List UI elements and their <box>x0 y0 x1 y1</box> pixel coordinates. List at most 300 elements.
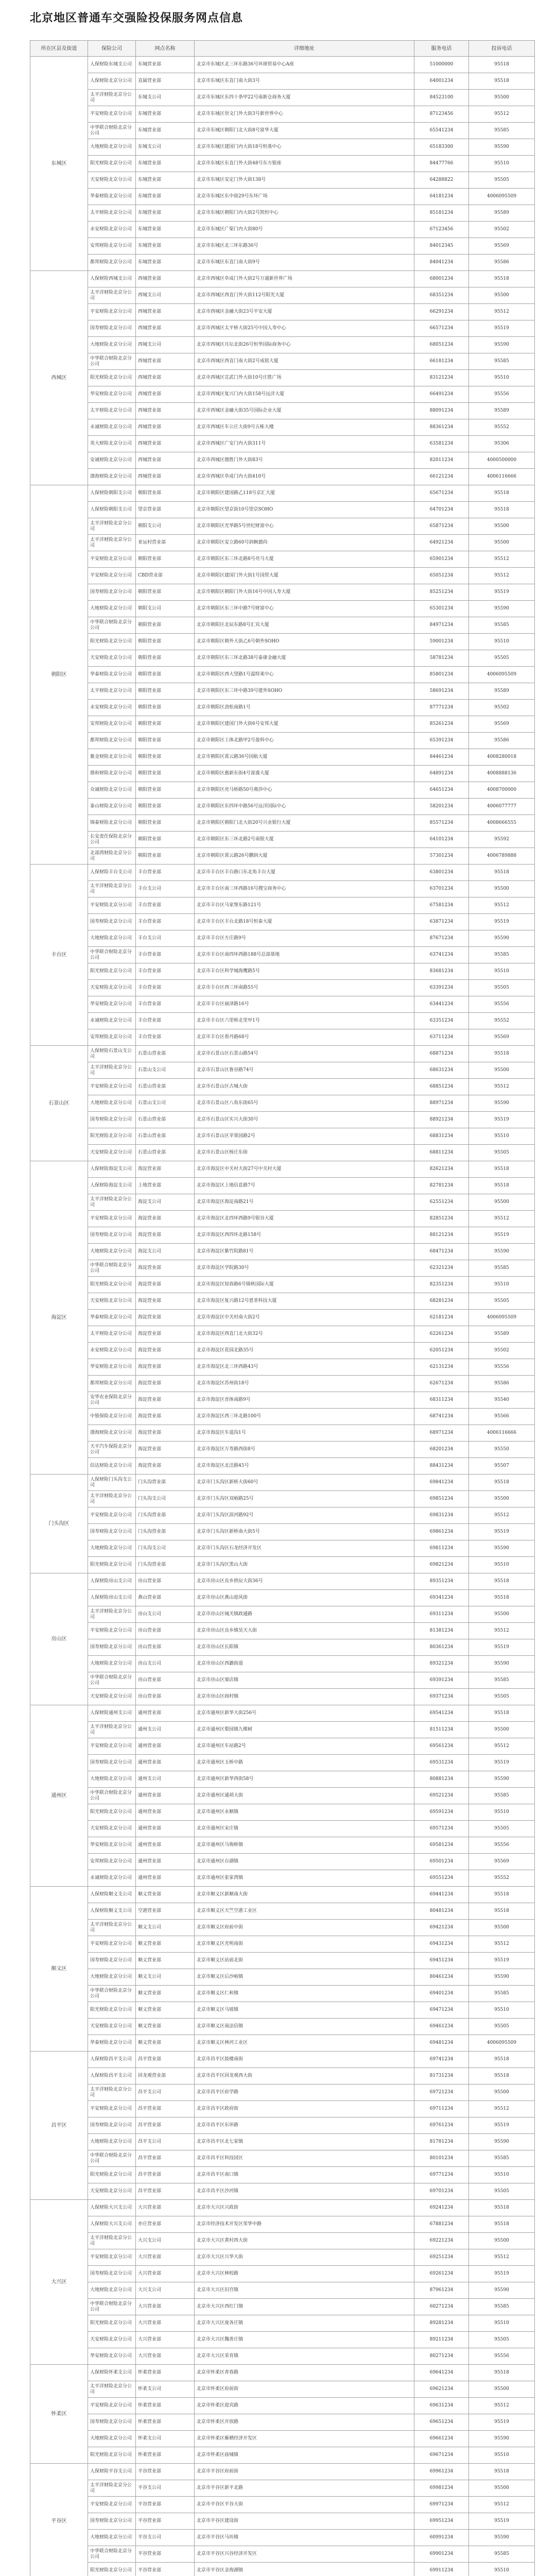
address-cell: 北京市昌平区沙河镇 <box>195 2183 414 2200</box>
address-cell: 北京市西城区西直门南大街2号成铭大厦 <box>195 353 414 370</box>
complaint-phone-cell: 95500 <box>469 535 535 551</box>
outlet-cell: 顺义支公司 <box>136 1920 195 1936</box>
district-cell: 门头沟区 <box>30 1475 88 1573</box>
complaint-phone-cell: 95518 <box>469 2200 535 2216</box>
complaint-phone-cell: 95510 <box>469 1557 535 1573</box>
complaint-phone-cell: 95510 <box>469 1804 535 1821</box>
table-row <box>30 1112 535 1128</box>
table-row <box>30 1310 535 1326</box>
company-cell: 平安财险北京分公司 <box>88 2249 136 2266</box>
phone-cell: 57301234 <box>414 848 469 865</box>
table-row <box>30 601 535 617</box>
address-cell: 北京市海淀区中关村南大街2号 <box>195 1310 414 1326</box>
outlet-cell: 西城营业部 <box>136 320 195 337</box>
phone-cell: 69631234 <box>414 2398 469 2414</box>
table-row <box>30 1359 535 1376</box>
table-row <box>30 370 535 386</box>
outlet-cell: 朝阳营业部 <box>136 799 195 815</box>
outlet-cell: 通州营业部 <box>136 1821 195 1837</box>
complaint-phone-cell: 95512 <box>469 551 535 568</box>
company-cell: 阳光财险北京分公司 <box>88 2167 136 2183</box>
outlet-cell: 丰台营业部 <box>136 996 195 1013</box>
table-row <box>30 1920 535 1936</box>
table-row <box>30 2381 535 2398</box>
address-cell: 北京市石景山区实兴大街30号 <box>195 1112 414 1128</box>
complaint-phone-cell: 95505 <box>469 2019 535 2035</box>
company-cell: 国寿财险北京分公司 <box>88 2266 136 2282</box>
table-row <box>30 2497 535 2513</box>
outlet-cell: 大兴营业部 <box>136 2315 195 2332</box>
phone-cell: 69911234 <box>414 2563 469 2576</box>
phone-cell: 64921234 <box>414 535 469 551</box>
column-header: 服务电话 <box>414 41 469 57</box>
complaint-phone-cell: 95512 <box>469 897 535 914</box>
complaint-phone-cell: 95518 <box>469 1573 535 1590</box>
table-row <box>30 469 535 485</box>
complaint-phone-cell: 95518 <box>469 2068 535 2084</box>
table-row <box>30 271 535 287</box>
company-cell: 渤海财险北京分公司 <box>88 1425 136 1442</box>
outlet-cell: 空港营业部 <box>136 1903 195 1920</box>
phone-cell: 68201234 <box>414 1442 469 1458</box>
table-row <box>30 2414 535 2431</box>
complaint-phone-cell: 95505 <box>469 2183 535 2200</box>
table-row <box>30 1887 535 1903</box>
outlet-cell: 朝阳营业部 <box>136 584 195 601</box>
phone-cell: 63701234 <box>414 881 469 897</box>
complaint-phone-cell: 95585 <box>469 123 535 139</box>
table-row <box>30 2084 535 2101</box>
phone-cell: 64288822 <box>414 172 469 189</box>
complaint-phone-cell: 95566 <box>469 1409 535 1425</box>
column-header: 保险公司 <box>88 41 136 57</box>
outlet-cell: 西城营业部 <box>136 469 195 485</box>
outlet-cell: 海淀营业部 <box>136 1227 195 1244</box>
address-cell: 北京市朝阳区北辰东路8号汇宾大厦 <box>195 617 414 634</box>
complaint-phone-cell: 95500 <box>469 881 535 897</box>
outlet-cell: 大兴营业部 <box>136 2266 195 2282</box>
address-cell: 北京市东城区广渠门内大街80号 <box>195 222 414 238</box>
complaint-phone-cell: 95500 <box>469 90 535 106</box>
company-cell: 平安财险北京分公司 <box>88 106 136 123</box>
company-cell: 天安财险北京分公司 <box>88 1293 136 1310</box>
district-cell: 石景山区 <box>30 1046 88 1161</box>
address-cell: 北京市朝阳区建国门外大街1号国贸大厦 <box>195 568 414 584</box>
phone-cell: 84041234 <box>414 255 469 271</box>
table-row <box>30 1755 535 1771</box>
company-cell: 太平洋财险北京分公司 <box>88 2381 136 2398</box>
table-row <box>30 914 535 930</box>
phone-cell: 69641234 <box>414 2365 469 2381</box>
outlet-cell: 东城营业部 <box>136 255 195 271</box>
complaint-phone-cell: 95510 <box>469 2002 535 2019</box>
outlet-cell: 西城支公司 <box>136 337 195 353</box>
address-cell: 北京市丰台区丽泽路16号 <box>195 996 414 1013</box>
outlet-cell: 回龙观营业部 <box>136 2068 195 2084</box>
outlet-cell: 通州营业部 <box>136 1755 195 1771</box>
table-row <box>30 1458 535 1475</box>
complaint-phone-cell: 95519 <box>469 1227 535 1244</box>
company-cell: 大地财险北京分公司 <box>88 1771 136 1788</box>
table-row <box>30 1260 535 1277</box>
address-cell: 北京市丰台区六里桥北里甲1号 <box>195 1013 414 1029</box>
address-cell: 北京市通州区梨园镇九棵树 <box>195 1722 414 1738</box>
phone-cell: 64891234 <box>414 766 469 782</box>
district-cell: 平谷区 <box>30 2464 88 2576</box>
company-cell: 平安财险北京分公司 <box>88 551 136 568</box>
outlet-cell: 海淀营业部 <box>136 1458 195 1475</box>
outlet-cell: 石景山支公司 <box>136 1095 195 1112</box>
district-cell: 顺义区 <box>30 1887 88 2052</box>
table-row <box>30 1986 535 2002</box>
company-cell: 天安财险北京分公司 <box>88 1689 136 1705</box>
phone-cell: 68851234 <box>414 1079 469 1095</box>
table-row <box>30 2134 535 2150</box>
table-row <box>30 2019 535 2035</box>
table-row <box>30 551 535 568</box>
complaint-phone-cell: 95518 <box>469 2216 535 2233</box>
address-cell: 北京市海淀区西三环北路100号 <box>195 1409 414 1425</box>
address-cell: 北京市西城区西直门外大街112号阳光大厦 <box>195 287 414 304</box>
phone-cell: 68811234 <box>414 1145 469 1161</box>
address-cell: 北京市顺义区林河工业区 <box>195 2035 414 2052</box>
table-row <box>30 568 535 584</box>
address-cell: 北京市西城区广安门内大街311号 <box>195 436 414 452</box>
company-cell: 华安财险北京分公司 <box>88 2348 136 2365</box>
outlet-cell: 丰台营业部 <box>136 963 195 980</box>
company-cell: 华安财险北京分公司 <box>88 386 136 403</box>
phone-cell: 80361234 <box>414 1639 469 1656</box>
complaint-phone-cell: 95518 <box>469 1705 535 1722</box>
complaint-phone-cell: 95505 <box>469 172 535 189</box>
table-row <box>30 1194 535 1211</box>
table-row <box>30 1722 535 1738</box>
complaint-phone-cell: 95569 <box>469 716 535 733</box>
company-cell: 人保财险怀柔支公司 <box>88 2365 136 2381</box>
company-cell: 太平洋财险北京分公司 <box>88 287 136 304</box>
table-row <box>30 617 535 634</box>
table-row <box>30 1326 535 1343</box>
company-cell: 天安财险北京分公司 <box>88 1821 136 1837</box>
outlet-cell: 西城营业部 <box>136 304 195 320</box>
phone-cell: 67881234 <box>414 2216 469 2233</box>
phone-cell: 69701234 <box>414 2183 469 2200</box>
company-cell: 永安财险北京分公司 <box>88 222 136 238</box>
outlet-cell: 燕山营业部 <box>136 1590 195 1606</box>
phone-cell: 84012345 <box>414 238 469 255</box>
complaint-phone-cell: 95590 <box>469 2431 535 2447</box>
outlet-cell: 石景山营业部 <box>136 1145 195 1161</box>
complaint-phone-cell: 95505 <box>469 1821 535 1837</box>
company-cell: 永安财险北京分公司 <box>88 700 136 716</box>
company-cell: 平安财险北京分公司 <box>88 568 136 584</box>
complaint-phone-cell: 95518 <box>469 2464 535 2480</box>
phone-cell: 58201234 <box>414 799 469 815</box>
table-row <box>30 436 535 452</box>
table-row <box>30 1705 535 1722</box>
address-cell: 北京市海淀区万寿路西街8号 <box>195 1442 414 1458</box>
company-cell: 国寿财险北京分公司 <box>88 2513 136 2530</box>
table-row <box>30 2068 535 2084</box>
phone-cell: 64651234 <box>414 782 469 799</box>
address-cell: 北京市大兴区魏善庄镇 <box>195 2332 414 2348</box>
company-cell: 大地财险北京分公司 <box>88 337 136 353</box>
phone-cell: 69531234 <box>414 1755 469 1771</box>
outlet-cell: 通州营业部 <box>136 1854 195 1870</box>
complaint-phone-cell: 95590 <box>469 337 535 353</box>
company-cell: 平安财险北京分公司 <box>88 897 136 914</box>
complaint-phone-cell: 95590 <box>469 1771 535 1788</box>
table-row <box>30 634 535 650</box>
company-cell: 中华联合财险北京分公司 <box>88 2150 136 2167</box>
complaint-phone-cell: 95556 <box>469 2348 535 2365</box>
district-cell: 大兴区 <box>30 2200 88 2365</box>
address-cell: 北京市西城区金融大街35号国际企业大厦 <box>195 403 414 419</box>
complaint-phone-cell: 95519 <box>469 1953 535 1969</box>
table-row <box>30 57 535 73</box>
table-row <box>30 683 535 700</box>
table-row <box>30 205 535 222</box>
phone-cell: 69711234 <box>414 2101 469 2117</box>
complaint-phone-cell: 95510 <box>469 963 535 980</box>
company-cell: 人保财险房山支公司 <box>88 1590 136 1606</box>
complaint-phone-cell: 95556 <box>469 996 535 1013</box>
phone-cell: 87771234 <box>414 700 469 716</box>
complaint-phone-cell: 95512 <box>469 2101 535 2117</box>
table-row <box>30 1903 535 1920</box>
outlet-cell: 平谷营业部 <box>136 2563 195 2576</box>
phone-cell: 69421234 <box>414 1920 469 1936</box>
complaint-phone-cell: 95590 <box>469 1244 535 1260</box>
outlet-cell: 通州营业部 <box>136 1738 195 1755</box>
address-cell: 北京市石景山区鲁谷路74号 <box>195 1062 414 1079</box>
table-row <box>30 980 535 996</box>
company-cell: 大地财险北京分公司 <box>88 1969 136 1986</box>
table-header <box>30 41 535 57</box>
outlet-cell: 顺义支公司 <box>136 1969 195 1986</box>
outlet-cell: 朝阳营业部 <box>136 832 195 848</box>
complaint-phone-cell: 95518 <box>469 1475 535 1491</box>
complaint-phone-cell: 95500 <box>469 2233 535 2249</box>
phone-cell: 88431234 <box>414 1458 469 1475</box>
company-cell: 国寿财险北京分公司 <box>88 914 136 930</box>
complaint-phone-cell: 95585 <box>469 2299 535 2315</box>
district-cell: 东城区 <box>30 57 88 271</box>
table-row <box>30 1128 535 1145</box>
phone-cell: 62131234 <box>414 1359 469 1376</box>
company-cell: 永诚财险北京分公司 <box>88 1013 136 1029</box>
phone-cell: 69981234 <box>414 2480 469 2497</box>
company-cell: 人保财险大兴支公司 <box>88 2200 136 2216</box>
address-cell: 北京市平谷区金海湖镇 <box>195 2563 414 2576</box>
complaint-phone-cell: 95518 <box>469 1046 535 1062</box>
address-cell: 北京市昌平区东环路 <box>195 2117 414 2134</box>
complaint-phone-cell: 95500 <box>469 2084 535 2101</box>
address-cell: 北京市顺义区仁和镇 <box>195 1986 414 2002</box>
phone-cell: 88921234 <box>414 1112 469 1128</box>
complaint-phone-cell: 4000500000 <box>469 452 535 469</box>
phone-cell: 69431234 <box>414 1936 469 1953</box>
complaint-phone-cell: 95500 <box>469 1722 535 1738</box>
company-cell: 人保财险顺义支公司 <box>88 1903 136 1920</box>
company-cell: 阳光财险北京分公司 <box>88 2002 136 2019</box>
company-cell: 太平财险北京分公司 <box>88 403 136 419</box>
complaint-phone-cell: 95505 <box>469 1145 535 1161</box>
address-cell: 北京市朝阳区东三环北路2号南银大厦 <box>195 832 414 848</box>
outlet-cell: 亚运村营业部 <box>136 535 195 551</box>
company-cell: 永安财险北京分公司 <box>88 1343 136 1359</box>
complaint-phone-cell: 4008666555 <box>469 815 535 832</box>
address-cell: 北京市通州区新华西街58号 <box>195 1771 414 1788</box>
complaint-phone-cell: 95519 <box>469 1639 535 1656</box>
company-cell: 大地财险北京分公司 <box>88 930 136 947</box>
complaint-phone-cell: 95585 <box>469 1260 535 1277</box>
phone-cell: 62321234 <box>414 1260 469 1277</box>
phone-cell: 88121234 <box>414 1227 469 1244</box>
address-cell: 北京市西城区德胜门外大街83号 <box>195 452 414 469</box>
outlet-cell: 东城支公司 <box>136 139 195 156</box>
outlet-cell: 顺义营业部 <box>136 1953 195 1969</box>
company-cell: 都邦财险北京分公司 <box>88 255 136 271</box>
outlet-cell: 海淀支公司 <box>136 1244 195 1260</box>
complaint-phone-cell: 95589 <box>469 403 535 419</box>
table-row <box>30 2546 535 2563</box>
company-cell: 中银保险北京分公司 <box>88 1409 136 1425</box>
company-cell: 都邦财险北京分公司 <box>88 733 136 749</box>
company-cell: 华安财险北京分公司 <box>88 1837 136 1854</box>
outlet-cell: 顺义营业部 <box>136 1887 195 1903</box>
table-row <box>30 1013 535 1029</box>
address-cell: 北京市西城区月坛北街26号恒华国际商务中心 <box>195 337 414 353</box>
address-cell: 北京市海淀区花园北路35号 <box>195 1343 414 1359</box>
company-cell: 阳光财险北京分公司 <box>88 634 136 650</box>
company-cell: 国寿财险北京分公司 <box>88 584 136 601</box>
company-cell: 国寿财险北京分公司 <box>88 1112 136 1128</box>
complaint-phone-cell: 95500 <box>469 1606 535 1623</box>
phone-cell: 65871234 <box>414 518 469 535</box>
outlet-cell: 昌平支公司 <box>136 2084 195 2101</box>
table-row <box>30 1079 535 1095</box>
table-row <box>30 1573 535 1590</box>
address-cell: 北京市大兴区庞各庄镇 <box>195 2315 414 2332</box>
phone-cell: 87123456 <box>414 106 469 123</box>
phone-cell: 69621234 <box>414 2381 469 2398</box>
phone-cell: 69771234 <box>414 2167 469 2183</box>
outlet-cell: 西城支公司 <box>136 287 195 304</box>
phone-cell: 59001234 <box>414 634 469 650</box>
company-cell: 大地财险北京分公司 <box>88 2282 136 2299</box>
address-cell: 北京市通州区永顺镇 <box>195 1804 414 1821</box>
table-row <box>30 2233 535 2249</box>
complaint-phone-cell: 95512 <box>469 2249 535 2266</box>
table-row <box>30 1524 535 1540</box>
complaint-phone-cell: 95590 <box>469 1656 535 1672</box>
company-cell: 天安财险北京分公司 <box>88 2332 136 2348</box>
phone-cell: 88361234 <box>414 419 469 436</box>
company-cell: 泰山财险北京分公司 <box>88 799 136 815</box>
company-cell: 平安财险北京分公司 <box>88 1211 136 1227</box>
company-cell: 人保财险昌平支公司 <box>88 2052 136 2068</box>
service-points-table <box>30 40 535 2576</box>
address-cell: 北京市经济技术开发区荣华中路 <box>195 2216 414 2233</box>
outlet-cell: 房山营业部 <box>136 1672 195 1689</box>
outlet-cell: 西城营业部 <box>136 403 195 419</box>
table-row <box>30 1837 535 1854</box>
address-cell: 北京市顺义区南法信镇 <box>195 2019 414 2035</box>
phone-cell: 88971234 <box>414 1095 469 1112</box>
company-cell: 太平洋财险北京分公司 <box>88 1722 136 1738</box>
address-cell: 北京市东城区北三环东路36号 <box>195 238 414 255</box>
address-cell: 北京市顺义区天竺空港工业区 <box>195 1903 414 1920</box>
phone-cell: 69811234 <box>414 1540 469 1557</box>
company-cell: 太平洋财险北京分公司 <box>88 2233 136 2249</box>
outlet-cell: 平谷营业部 <box>136 2546 195 2563</box>
address-cell: 北京市西城区阜成门内大街410号 <box>195 469 414 485</box>
address-cell: 北京市东城区东直门外大街48号东方银座 <box>195 156 414 172</box>
address-cell: 北京市昌平区府学路 <box>195 2084 414 2101</box>
complaint-phone-cell: 95585 <box>469 353 535 370</box>
phone-cell: 68351234 <box>414 287 469 304</box>
phone-cell: 80881234 <box>414 1771 469 1788</box>
address-cell: 北京市门头沟区黑山大街 <box>195 1557 414 1573</box>
outlet-cell: 昌平营业部 <box>136 2117 195 2134</box>
phone-cell: 69521234 <box>414 1788 469 1804</box>
outlet-cell: 石景山营业部 <box>136 1046 195 1062</box>
table-row <box>30 403 535 419</box>
phone-cell: 63351234 <box>414 1013 469 1029</box>
company-cell: 太平洋财险北京分公司 <box>88 1194 136 1211</box>
phone-cell: 82851234 <box>414 1211 469 1227</box>
company-cell: 国寿财险北京分公司 <box>88 1227 136 1244</box>
complaint-phone-cell: 95505 <box>469 1689 535 1705</box>
address-cell: 北京市朝阳区朝外大街乙6号朝外SOHO <box>195 634 414 650</box>
phone-cell: 63581234 <box>414 436 469 452</box>
table-row <box>30 1771 535 1788</box>
complaint-phone-cell: 95500 <box>469 518 535 535</box>
outlet-cell: 顺义营业部 <box>136 1986 195 2002</box>
outlet-cell: 西城营业部 <box>136 419 195 436</box>
table-row <box>30 2167 535 2183</box>
complaint-phone-cell: 95502 <box>469 222 535 238</box>
outlet-cell: 朝阳支公司 <box>136 601 195 617</box>
address-cell: 北京市东城区东直门南大街9号 <box>195 255 414 271</box>
outlet-cell: 丰台营业部 <box>136 865 195 881</box>
complaint-phone-cell: 95519 <box>469 584 535 601</box>
phone-cell: 62261234 <box>414 1326 469 1343</box>
address-cell: 北京市海淀区复兴路12号恩菲科技大厦 <box>195 1293 414 1310</box>
address-cell: 北京市房山区城关镇政通路 <box>195 1606 414 1623</box>
company-cell: 人保财险门头沟支公司 <box>88 1475 136 1491</box>
complaint-phone-cell: 95519 <box>469 914 535 930</box>
address-cell: 北京市朝阳区亮马桥路50号燕莎中心 <box>195 782 414 799</box>
outlet-cell: 西城营业部 <box>136 271 195 287</box>
outlet-cell: 通州营业部 <box>136 1788 195 1804</box>
address-cell: 北京市海淀区车道沟1号 <box>195 1425 414 1442</box>
company-cell: 平安财险北京分公司 <box>88 1738 136 1755</box>
phone-cell: 69311234 <box>414 1606 469 1623</box>
outlet-cell: 房山支公司 <box>136 1606 195 1623</box>
complaint-phone-cell: 95510 <box>469 1277 535 1293</box>
phone-cell: 69821234 <box>414 1557 469 1573</box>
address-cell: 北京市石景山区苹果园路2号 <box>195 1128 414 1145</box>
table-row <box>30 1425 535 1442</box>
complaint-phone-cell: 95510 <box>469 1128 535 1145</box>
outlet-cell: 朝阳营业部 <box>136 766 195 782</box>
phone-cell: 63871234 <box>414 914 469 930</box>
address-cell: 北京市西城区太平桥大街25号中国人寿中心 <box>195 320 414 337</box>
address-cell: 北京市平谷区马坊镇 <box>195 2530 414 2546</box>
phone-cell: 69541234 <box>414 1705 469 1722</box>
